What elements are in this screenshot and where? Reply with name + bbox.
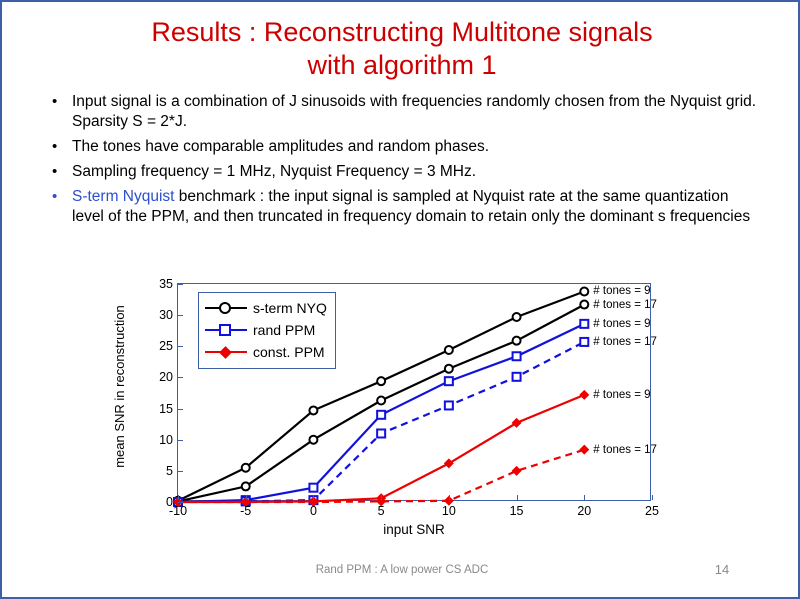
x-tick-label: 25	[645, 504, 659, 518]
y-tick-mark	[178, 502, 183, 503]
page-title-line2: with algorithm 1	[307, 50, 497, 80]
series-marker	[579, 445, 589, 455]
series-marker	[513, 337, 521, 345]
bullet-dot-icon: •	[52, 93, 58, 110]
x-tick-mark	[381, 495, 382, 500]
y-tick-mark	[178, 346, 183, 347]
list-item	[46, 162, 762, 182]
series-marker	[513, 373, 521, 381]
series-marker	[309, 406, 317, 414]
page-title	[42, 16, 762, 82]
y-tick-mark	[178, 471, 183, 472]
series-marker	[512, 418, 522, 428]
x-tick-label: -5	[240, 504, 252, 518]
x-tick-mark	[584, 495, 585, 500]
y-tick-mark	[178, 315, 183, 316]
series-marker	[580, 301, 588, 309]
y-tick-label: 0	[166, 495, 173, 509]
list-item	[46, 187, 762, 227]
y-tick-mark	[178, 409, 183, 410]
y-tick-label: 25	[159, 339, 173, 354]
y-tick-label: 20	[159, 370, 173, 385]
x-tick-label: 15	[509, 504, 524, 518]
bullet-text: Sampling frequency = 1 MHz, Nyquist Frequency = 3 MHz.	[72, 163, 477, 180]
series-annotation: # tones = 9	[593, 388, 651, 401]
y-tick-label: 15	[159, 401, 173, 416]
x-tick-mark	[178, 495, 179, 500]
chart	[111, 277, 690, 537]
series-annotation: # tones = 9	[593, 317, 651, 330]
page-number: 14	[714, 562, 730, 577]
y-axis-label: mean SNR in reconstruction	[111, 304, 127, 468]
list-item	[46, 92, 762, 132]
series-marker	[580, 320, 588, 328]
series-annotation: # tones = 17	[593, 443, 657, 456]
x-tick-mark	[449, 495, 450, 500]
y-tick-mark	[178, 440, 183, 441]
series-marker	[242, 482, 250, 490]
legend-item-s-term-nyq	[205, 297, 327, 319]
bullet-text: The tones have comparable amplitudes and random phases.	[72, 138, 490, 155]
y-tick-mark	[178, 377, 183, 378]
series-marker	[513, 313, 521, 321]
series-annotation: # tones = 9	[593, 285, 651, 298]
bullet-dot-icon: •	[52, 138, 58, 155]
series-marker	[444, 458, 454, 468]
legend-label: s-term NYQ	[253, 300, 327, 316]
plot-area	[159, 277, 659, 518]
series-marker	[309, 436, 317, 444]
x-tick-label: 20	[577, 504, 592, 518]
x-tick-label: -10	[168, 504, 188, 518]
x-tick-mark	[313, 495, 314, 500]
x-tick-mark	[517, 495, 518, 500]
series-marker	[377, 411, 385, 419]
series-marker	[309, 484, 317, 492]
x-tick-label: 0	[309, 504, 317, 518]
y-tick-label: 5	[166, 463, 173, 478]
x-axis-label: input SNR	[383, 522, 445, 537]
legend-item-const-ppm	[205, 341, 327, 363]
bullet-text-highlighted	[72, 187, 762, 227]
y-tick-mark	[178, 284, 183, 285]
legend	[198, 292, 336, 369]
legend-label: rand PPM	[253, 322, 316, 338]
series-marker	[580, 287, 588, 295]
series-marker	[445, 346, 453, 354]
series-marker	[512, 466, 522, 476]
series-marker	[445, 365, 453, 373]
bullet-text: Input signal is a combination of J sinusoids with frequencies randomly chosen from the Nyquist grid. Sparsity S = 2*J.	[72, 93, 757, 130]
bullet-list	[46, 92, 762, 232]
page-title-line1: Results : Reconstructing Multitone signals	[151, 17, 653, 47]
footer-text: Rand PPM : A low power CS ADC	[315, 564, 489, 576]
series-marker	[513, 352, 521, 360]
y-tick-label: 10	[159, 432, 173, 447]
bullet-highlight: S-term Nyquist	[72, 188, 175, 205]
series-marker	[445, 377, 453, 385]
legend-swatch-blue-square	[205, 323, 247, 337]
y-tick-label: 30	[159, 308, 173, 323]
x-tick-mark	[652, 495, 653, 500]
series-annotation: # tones = 17	[593, 335, 657, 348]
bullet-text-rest: benchmark : the input signal is sampled at Nyquist rate at the same quantization level of the PPM, and then truncated in frequency domain to retain only the dominant s frequencies	[72, 188, 751, 225]
series-marker	[580, 338, 588, 346]
series-marker	[579, 390, 589, 400]
series-annotation: # tones = 17	[593, 298, 657, 311]
series-marker	[377, 377, 385, 385]
series-marker	[377, 429, 385, 437]
x-tick-mark	[246, 495, 247, 500]
legend-swatch-black-circle	[205, 301, 247, 315]
y-tick-label: 35	[159, 277, 173, 291]
series-marker	[377, 396, 385, 404]
legend-label: const. PPM	[253, 344, 325, 360]
legend-item-rand-ppm	[205, 319, 327, 341]
bullet-dot-icon: •	[52, 188, 58, 205]
list-item	[46, 137, 762, 157]
x-tick-label: 5	[377, 504, 385, 518]
series-marker	[242, 464, 250, 472]
x-tick-label: 10	[441, 504, 456, 518]
series-marker	[445, 401, 453, 409]
bullet-dot-icon: •	[52, 163, 58, 180]
legend-swatch-red-diamond	[205, 345, 247, 359]
